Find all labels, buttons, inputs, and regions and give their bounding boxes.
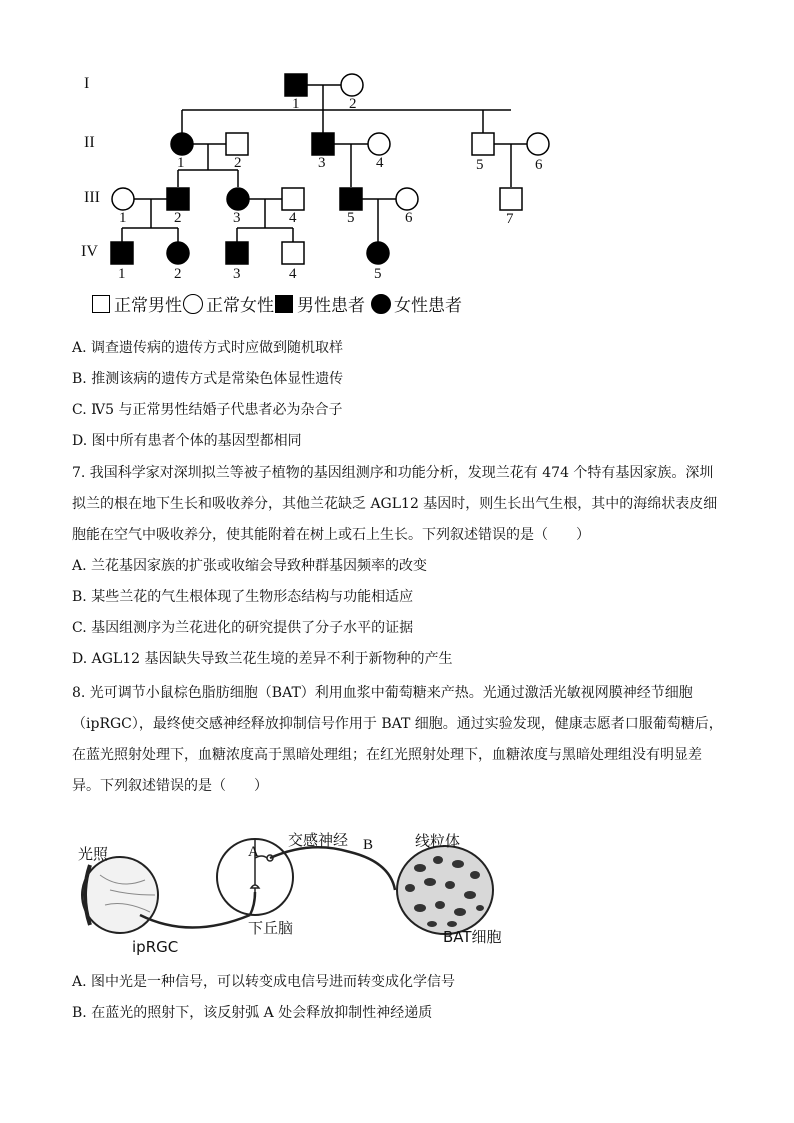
q7-option-b: B. 某些兰花的气生根体现了生物形态结构与功能相适应	[72, 589, 414, 605]
q6-option-c: C. Ⅳ5 与正常男性结婚子代患者必为杂合子	[72, 402, 343, 418]
normal-female-symbol	[368, 133, 390, 155]
legend-normal-male: 正常男性	[114, 296, 182, 316]
q7-option-d: D. AGL12 基因缺失导致兰花生境的差异不利于新物种的产生	[72, 651, 453, 667]
generation-label-I: I	[84, 75, 90, 92]
affected-male-symbol	[167, 188, 189, 210]
individual-number: 1	[118, 266, 126, 282]
light-label: 光照	[78, 845, 109, 863]
individual-number: 5	[374, 266, 382, 282]
sympathetic-nerve-label: 交感神经	[288, 831, 349, 849]
point-b-label: B	[363, 837, 374, 853]
individual-number: 3	[233, 210, 241, 226]
q7-stem: 7. 我国科学家对深圳拟兰等被子植物的基因组测序和功能分析，发现兰花有 474 个特有基因家族。深圳拟兰的根在地下生长和吸收养分，其他兰花缺乏 AGL12 基因时，则生长出气生根，其中的海绵状表皮细胞能在空气中吸收养分，使其能附着在树上或石上生长。下列叙述错误的是（ ）	[72, 465, 718, 543]
individual-number: 4	[376, 155, 384, 171]
individual-number: 6	[535, 157, 543, 173]
bat-cell-label: BAT细胞	[443, 928, 502, 946]
individual-number: 2	[174, 266, 182, 282]
individual-number: 3	[233, 266, 241, 282]
normal-female-symbol	[396, 188, 418, 210]
individual-number: 2	[349, 96, 357, 112]
affected-male-legend-symbol	[275, 295, 293, 313]
normal-male-symbol	[500, 188, 522, 210]
normal-female-symbol	[112, 188, 134, 210]
q8-option-a: A. 图中光是一种信号，可以转变成电信号进而转变成化学信号	[72, 974, 456, 990]
legend-affected-male: 男性患者	[297, 296, 365, 316]
q6-option-b: B. 推测该病的遗传方式是常染色体显性遗传	[72, 371, 344, 387]
normal-male-symbol	[472, 133, 494, 155]
individual-number: 2	[174, 210, 182, 226]
legend-affected-female: 女性患者	[394, 296, 462, 316]
individual-number: 5	[347, 210, 355, 226]
normal-male-legend-symbol	[92, 295, 110, 313]
affected-female-symbol	[367, 242, 389, 264]
individual-number: 7	[506, 211, 514, 227]
legend-normal-female: 正常女性	[206, 296, 274, 316]
affected-female-symbol	[171, 133, 193, 155]
individual-number: 1	[177, 155, 185, 171]
normal-female-symbol	[527, 133, 549, 155]
affected-male-symbol	[285, 74, 307, 96]
eye-illustration	[82, 857, 158, 933]
hypothalamus-label: 下丘脑	[248, 919, 294, 937]
normal-male-symbol	[226, 133, 248, 155]
individual-number: 4	[289, 266, 297, 282]
affected-male-symbol	[340, 188, 362, 210]
affected-male-symbol	[312, 133, 334, 155]
normal-male-symbol	[282, 242, 304, 264]
q8-option-b: B. 在蓝光的照射下，该反射弧 A 处会释放抑制性神经递质	[72, 1005, 433, 1021]
normal-female-legend-symbol	[183, 294, 203, 314]
individual-number: 1	[119, 210, 127, 226]
affected-female-symbol	[227, 188, 249, 210]
normal-male-symbol	[282, 188, 304, 210]
q6-option-d: D. 图中所有患者个体的基因型都相同	[72, 433, 302, 449]
mitochondria-label: 线粒体	[415, 832, 461, 850]
affected-female-legend-symbol	[371, 294, 391, 314]
bat-cell-illustration	[397, 846, 493, 934]
q7-option-a: A. 兰花基因家族的扩张或收缩会导致种群基因频率的改变	[72, 558, 428, 574]
normal-female-symbol	[341, 74, 363, 96]
q8-stem: 8. 光可调节小鼠棕色脂肪细胞（BAT）利用血浆中葡萄糖来产热。光通过激活光敏视网膜神经节细胞（ipRGC），最终使交感神经释放抑制信号作用于 BAT 细胞。通过实验发现，健康志愿者口服葡萄糖后，在蓝光照射处理下，血糖浓度高于黑暗处理组；在红光照射处理下，血糖浓度与黑暗处理组没有明显差异。下列叙述错误的是（ ）	[72, 685, 723, 794]
individual-number: 5	[476, 157, 484, 173]
generation-label-IV: IV	[81, 243, 98, 260]
affected-female-symbol	[167, 242, 189, 264]
individual-number: 3	[318, 155, 326, 171]
point-a-label: A	[248, 844, 259, 860]
individual-number: 6	[405, 210, 413, 226]
individual-number: 4	[289, 210, 297, 226]
individual-number: 2	[234, 155, 242, 171]
individual-number: 1	[292, 96, 300, 112]
affected-male-symbol	[226, 242, 248, 264]
iprgc-label: ipRGC	[132, 938, 179, 956]
q7-option-c: C. 基因组测序为兰花进化的研究提供了分子水平的证据	[72, 620, 414, 636]
pedigree-legend	[92, 291, 462, 316]
q6-option-a: A. 调查遗传病的遗传方式时应做到随机取样	[72, 340, 344, 356]
generation-label-II: II	[84, 134, 95, 151]
generation-label-III: III	[84, 189, 100, 206]
affected-male-symbol	[111, 242, 133, 264]
